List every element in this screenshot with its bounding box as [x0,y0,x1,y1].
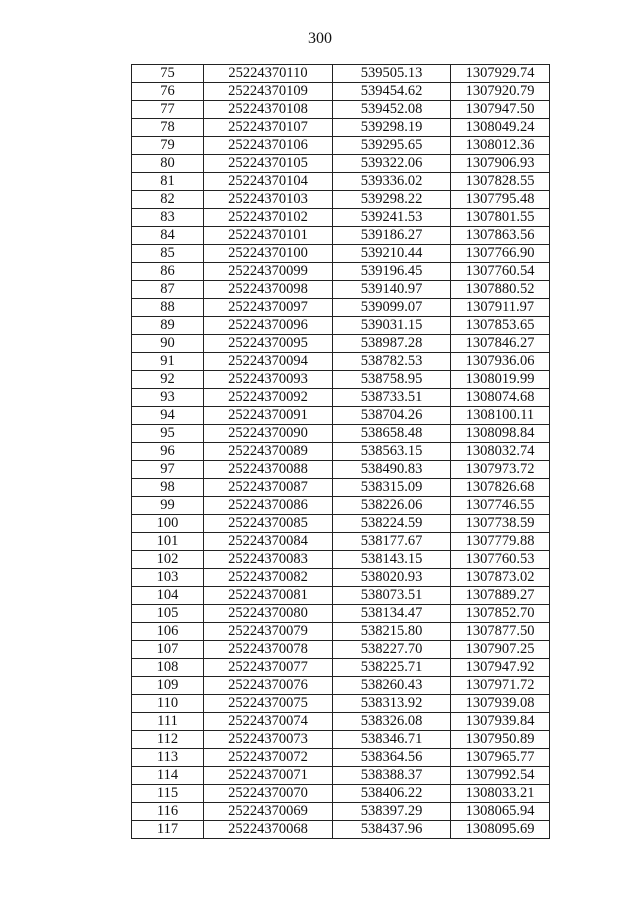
row-number-cell: 80 [132,155,204,173]
point-id-cell: 25224370100 [204,245,333,263]
point-id-cell: 25224370099 [204,263,333,281]
x-coordinate-cell: 538388.37 [333,767,451,785]
y-coordinate-cell: 1307801.55 [451,209,550,227]
x-coordinate-cell: 538143.15 [333,551,451,569]
x-coordinate-cell: 538704.26 [333,407,451,425]
y-coordinate-cell: 1308065.94 [451,803,550,821]
y-coordinate-cell: 1307795.48 [451,191,550,209]
y-coordinate-cell: 1307911.97 [451,299,550,317]
point-id-cell: 25224370086 [204,497,333,515]
y-coordinate-cell: 1308049.24 [451,119,550,137]
row-number-cell: 94 [132,407,204,425]
point-id-cell: 25224370073 [204,731,333,749]
row-number-cell: 102 [132,551,204,569]
point-id-cell: 25224370104 [204,173,333,191]
point-id-cell: 25224370094 [204,353,333,371]
x-coordinate-cell: 538782.53 [333,353,451,371]
x-coordinate-cell: 538225.71 [333,659,451,677]
table-row [132,515,550,533]
table-row [132,407,550,425]
point-id-cell: 25224370072 [204,749,333,767]
y-coordinate-cell: 1307939.08 [451,695,550,713]
row-number-cell: 111 [132,713,204,731]
x-coordinate-cell: 538227.70 [333,641,451,659]
x-coordinate-cell: 538073.51 [333,587,451,605]
table-row [132,335,550,353]
table-row [132,101,550,119]
point-id-cell: 25224370110 [204,65,333,83]
x-coordinate-cell: 539454.62 [333,83,451,101]
y-coordinate-cell: 1307965.77 [451,749,550,767]
row-number-cell: 99 [132,497,204,515]
x-coordinate-cell: 538437.96 [333,821,451,839]
x-coordinate-cell: 538326.08 [333,713,451,731]
y-coordinate-cell: 1307936.06 [451,353,550,371]
table-row [132,65,550,83]
x-coordinate-cell: 539140.97 [333,281,451,299]
x-coordinate-cell: 538177.67 [333,533,451,551]
point-id-cell: 25224370085 [204,515,333,533]
table-row [132,569,550,587]
table-row [132,353,550,371]
point-id-cell: 25224370068 [204,821,333,839]
row-number-cell: 88 [132,299,204,317]
row-number-cell: 103 [132,569,204,587]
point-id-cell: 25224370081 [204,587,333,605]
y-coordinate-cell: 1308012.36 [451,137,550,155]
y-coordinate-cell: 1307828.55 [451,173,550,191]
point-id-cell: 25224370106 [204,137,333,155]
row-number-cell: 83 [132,209,204,227]
table-row [132,533,550,551]
x-coordinate-cell: 539298.22 [333,191,451,209]
table-row [132,191,550,209]
y-coordinate-cell: 1308019.99 [451,371,550,389]
x-coordinate-cell: 539099.07 [333,299,451,317]
table-row [132,641,550,659]
row-number-cell: 84 [132,227,204,245]
point-id-cell: 25224370082 [204,569,333,587]
x-coordinate-cell: 539210.44 [333,245,451,263]
table-row [132,227,550,245]
point-id-cell: 25224370069 [204,803,333,821]
point-id-cell: 25224370095 [204,335,333,353]
y-coordinate-cell: 1307880.52 [451,281,550,299]
point-id-cell: 25224370087 [204,479,333,497]
table-row [132,155,550,173]
y-coordinate-cell: 1307746.55 [451,497,550,515]
x-coordinate-cell: 538406.22 [333,785,451,803]
row-number-cell: 116 [132,803,204,821]
point-id-cell: 25224370096 [204,317,333,335]
point-id-cell: 25224370076 [204,677,333,695]
y-coordinate-cell: 1308033.21 [451,785,550,803]
x-coordinate-cell: 538758.95 [333,371,451,389]
y-coordinate-cell: 1307889.27 [451,587,550,605]
table-row [132,461,550,479]
table-row [132,263,550,281]
x-coordinate-cell: 539186.27 [333,227,451,245]
point-id-cell: 25224370097 [204,299,333,317]
x-coordinate-cell: 538134.47 [333,605,451,623]
row-number-cell: 106 [132,623,204,641]
row-number-cell: 93 [132,389,204,407]
table-row [132,785,550,803]
point-id-cell: 25224370071 [204,767,333,785]
point-id-cell: 25224370092 [204,389,333,407]
y-coordinate-cell: 1307760.53 [451,551,550,569]
x-coordinate-cell: 538490.83 [333,461,451,479]
row-number-cell: 77 [132,101,204,119]
x-coordinate-cell: 538313.92 [333,695,451,713]
y-coordinate-cell: 1308074.68 [451,389,550,407]
row-number-cell: 115 [132,785,204,803]
point-id-cell: 25224370107 [204,119,333,137]
table-row [132,371,550,389]
x-coordinate-cell: 538226.06 [333,497,451,515]
point-id-cell: 25224370088 [204,461,333,479]
y-coordinate-cell: 1307992.54 [451,767,550,785]
row-number-cell: 96 [132,443,204,461]
coordinates-table [131,64,550,839]
row-number-cell: 91 [132,353,204,371]
y-coordinate-cell: 1307852.70 [451,605,550,623]
page-number: 300 [308,30,332,47]
point-id-cell: 25224370075 [204,695,333,713]
row-number-cell: 105 [132,605,204,623]
table-row [132,299,550,317]
row-number-cell: 100 [132,515,204,533]
y-coordinate-cell: 1308100.11 [451,407,550,425]
x-coordinate-cell: 538364.56 [333,749,451,767]
row-number-cell: 97 [132,461,204,479]
point-id-cell: 25224370079 [204,623,333,641]
row-number-cell: 85 [132,245,204,263]
y-coordinate-cell: 1307738.59 [451,515,550,533]
x-coordinate-cell: 538020.93 [333,569,451,587]
y-coordinate-cell: 1307906.93 [451,155,550,173]
point-id-cell: 25224370080 [204,605,333,623]
point-id-cell: 25224370089 [204,443,333,461]
row-number-cell: 112 [132,731,204,749]
point-id-cell: 25224370077 [204,659,333,677]
y-coordinate-cell: 1307950.89 [451,731,550,749]
table-row [132,587,550,605]
row-number-cell: 87 [132,281,204,299]
table-row [132,245,550,263]
x-coordinate-cell: 539031.15 [333,317,451,335]
row-number-cell: 109 [132,677,204,695]
row-number-cell: 95 [132,425,204,443]
y-coordinate-cell: 1308032.74 [451,443,550,461]
x-coordinate-cell: 538563.15 [333,443,451,461]
y-coordinate-cell: 1307877.50 [451,623,550,641]
row-number-cell: 92 [132,371,204,389]
point-id-cell: 25224370084 [204,533,333,551]
y-coordinate-cell: 1307760.54 [451,263,550,281]
y-coordinate-cell: 1307947.92 [451,659,550,677]
y-coordinate-cell: 1307907.25 [451,641,550,659]
point-id-cell: 25224370098 [204,281,333,299]
table-row [132,479,550,497]
row-number-cell: 107 [132,641,204,659]
x-coordinate-cell: 539505.13 [333,65,451,83]
table-row [132,695,550,713]
row-number-cell: 98 [132,479,204,497]
table-row [132,137,550,155]
row-number-cell: 75 [132,65,204,83]
y-coordinate-cell: 1307853.65 [451,317,550,335]
row-number-cell: 89 [132,317,204,335]
point-id-cell: 25224370102 [204,209,333,227]
y-coordinate-cell: 1307779.88 [451,533,550,551]
y-coordinate-cell: 1307863.56 [451,227,550,245]
x-coordinate-cell: 539336.02 [333,173,451,191]
row-number-cell: 113 [132,749,204,767]
point-id-cell: 25224370103 [204,191,333,209]
table-row [132,83,550,101]
point-id-cell: 25224370101 [204,227,333,245]
x-coordinate-cell: 538215.80 [333,623,451,641]
y-coordinate-cell: 1307920.79 [451,83,550,101]
row-number-cell: 101 [132,533,204,551]
row-number-cell: 79 [132,137,204,155]
x-coordinate-cell: 538658.48 [333,425,451,443]
row-number-cell: 110 [132,695,204,713]
x-coordinate-cell: 539298.19 [333,119,451,137]
x-coordinate-cell: 539241.53 [333,209,451,227]
x-coordinate-cell: 538397.29 [333,803,451,821]
point-id-cell: 25224370109 [204,83,333,101]
x-coordinate-cell: 538733.51 [333,389,451,407]
table-row [132,281,550,299]
row-number-cell: 108 [132,659,204,677]
table-row [132,173,550,191]
table-row [132,677,550,695]
x-coordinate-cell: 538346.71 [333,731,451,749]
table-row [132,317,550,335]
x-coordinate-cell: 539322.06 [333,155,451,173]
point-id-cell: 25224370083 [204,551,333,569]
y-coordinate-cell: 1307929.74 [451,65,550,83]
table-row [132,659,550,677]
table-row [132,443,550,461]
row-number-cell: 86 [132,263,204,281]
x-coordinate-cell: 538987.28 [333,335,451,353]
table-row [132,551,550,569]
row-number-cell: 104 [132,587,204,605]
table-row [132,731,550,749]
table-row [132,605,550,623]
y-coordinate-cell: 1308095.69 [451,821,550,839]
y-coordinate-cell: 1307873.02 [451,569,550,587]
table-row [132,803,550,821]
point-id-cell: 25224370070 [204,785,333,803]
row-number-cell: 82 [132,191,204,209]
point-id-cell: 25224370091 [204,407,333,425]
row-number-cell: 114 [132,767,204,785]
x-coordinate-cell: 539196.45 [333,263,451,281]
x-coordinate-cell: 538224.59 [333,515,451,533]
point-id-cell: 25224370090 [204,425,333,443]
table-row [132,497,550,515]
table-row [132,119,550,137]
row-number-cell: 81 [132,173,204,191]
row-number-cell: 90 [132,335,204,353]
table-row [132,767,550,785]
row-number-cell: 117 [132,821,204,839]
y-coordinate-cell: 1307766.90 [451,245,550,263]
x-coordinate-cell: 538260.43 [333,677,451,695]
point-id-cell: 25224370078 [204,641,333,659]
point-id-cell: 25224370074 [204,713,333,731]
table-row [132,623,550,641]
table-row [132,209,550,227]
x-coordinate-cell: 539295.65 [333,137,451,155]
x-coordinate-cell: 538315.09 [333,479,451,497]
y-coordinate-cell: 1307973.72 [451,461,550,479]
table-row [132,749,550,767]
point-id-cell: 25224370105 [204,155,333,173]
row-number-cell: 76 [132,83,204,101]
point-id-cell: 25224370093 [204,371,333,389]
point-id-cell: 25224370108 [204,101,333,119]
y-coordinate-cell: 1307939.84 [451,713,550,731]
table-row [132,389,550,407]
x-coordinate-cell: 539452.08 [333,101,451,119]
table-row [132,425,550,443]
y-coordinate-cell: 1307846.27 [451,335,550,353]
row-number-cell: 78 [132,119,204,137]
y-coordinate-cell: 1307947.50 [451,101,550,119]
y-coordinate-cell: 1308098.84 [451,425,550,443]
table-row [132,821,550,839]
y-coordinate-cell: 1307826.68 [451,479,550,497]
table-row [132,713,550,731]
table-body [132,65,550,839]
y-coordinate-cell: 1307971.72 [451,677,550,695]
